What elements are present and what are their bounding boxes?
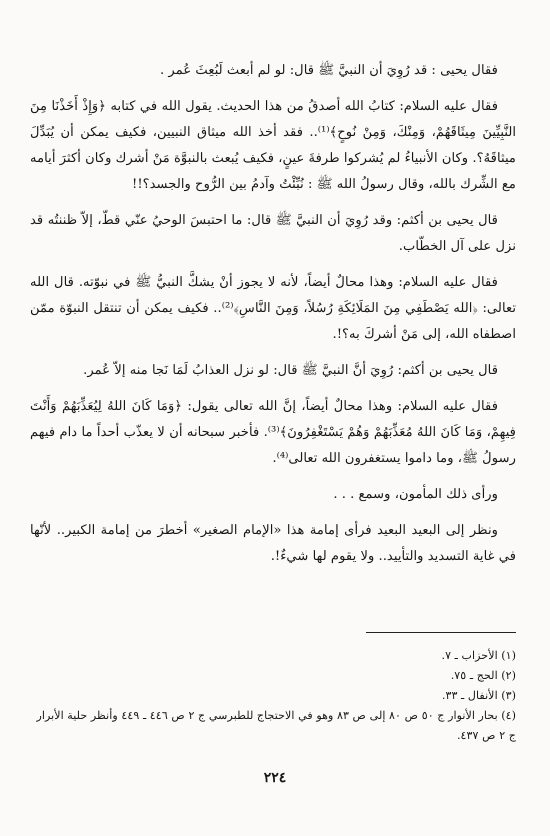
main-text [30, 58, 516, 580]
paragraph-5: قال يحيى بن أكثم: رُوِيَ أنَّ النبيَّ ﷺ قال: لو نزل العذابُ لَمَا نَجا منه إلاّ عُمر. [83, 363, 498, 378]
footnote-2: (٢) الحج ـ ٧٥. [450, 669, 516, 682]
paragraph-3: قال يحيى بن أكثم: وقد رُوِيَ أن النبيَّ ﷺ قال: ما احتبسَ الوحيُ عنّي قطّ، إلاّ ظننتُه قد نزل على آل الخطّاب. [30, 213, 516, 254]
paragraph-1: فقال يحيى : قد رُوِيَ أن النبيَّ ﷺ قال: لو لم أبعث لَبُعِثَ عُمر . [160, 63, 498, 78]
paragraph-7: ورأى ذلك المأمون، وسمع . . . [333, 487, 498, 502]
page-number: ٢٢٤ [263, 770, 287, 786]
paragraph-8: ونظر إلى البعيد البعيد فرأى إمامة هذا «الإمام الصغير» أخطرَ من إمامة الكبير.. لأنّها في غاية التسديد والتأييد.. ولا يقوم لها شيءٌ!. [30, 523, 516, 564]
footnote-1: (١) الأحزاب ـ ٧. [441, 649, 516, 662]
paragraph-4: فقال عليه السلام: وهذا محالٌ أيضاً، لأنه لا يجوز أنْ يشكَّ النبيُّ ﷺ في نبوّته. قال الله تعالى: ﴿الله يَصْطَفِي مِنَ المَلَائِكَةِ رُسُلاً، وَمِنَ النَّاسِ﴾⁽²⁾.. فكيف يمكن أن تنتقل النبوّة ممّن اصطفاه الله، إلى مَنْ أشركَ به؟!. [30, 275, 516, 342]
footnotes [30, 646, 516, 746]
footnote-3: (٣) الأنفال ـ ٣٣. [441, 689, 516, 702]
footnote-4: (٤) بحار الأنوار ج ٥٠ ص ٨٠ إلى ص ٨٣ وهو في الاحتجاج للطبرسي ج ٢ ص ٤٤٦ ـ ٤٤٩ وأنظر حلية الأبرار ج ٢ ص ٤٣٧. [36, 709, 516, 742]
paragraph-6: فقال عليه السلام: وهذا محالٌ أيضاً، إنَّ الله تعالى يقول: ﴿وَمَا كَانَ اللهُ لِيُعَذِّبَهُمْ وَأَنْتَ فِيهِمْ، وَمَا كَانَ اللهُ مُعَذِّبَهُمْ وَهُمْ يَسْتَغْفِرُونَ﴾⁽³⁾. فأخبر سبحانه أن لا يعذّب أحداً ما دام فيهم رسولُ ﷺ، وما داموا يستغفرون الله تعالى⁽⁴⁾. [30, 399, 516, 466]
paragraph-2: فقال عليه السلام: كتابُ الله أصدقُ من هذا الحديث. يقول الله في كتابه ﴿وَإِذْ أَخَذْنَا مِنَ النَّبِيِّينَ مِيثَاقَهُمْ، وَمِنْكَ، وَمِنْ نُوحٍ﴾⁽¹⁾.. فقد أخذ الله ميثاق النبيين، فكيف يمكن أن يُبَدِّلَ ميثاقَهُ؟. وكان الأنبياءُ لم يُشركوا طرفةَ عينٍ، فكيف يُبعث بالنبوَّة مَنْ أشرك وكان أكثرَ أيامه مع الشِّرك بالله، وقال رسولُ الله ﷺ : نُبِّئْتُ وآدمُ بين الرُّوح والجسد؟!! [30, 99, 517, 192]
footnote-divider [366, 632, 516, 633]
